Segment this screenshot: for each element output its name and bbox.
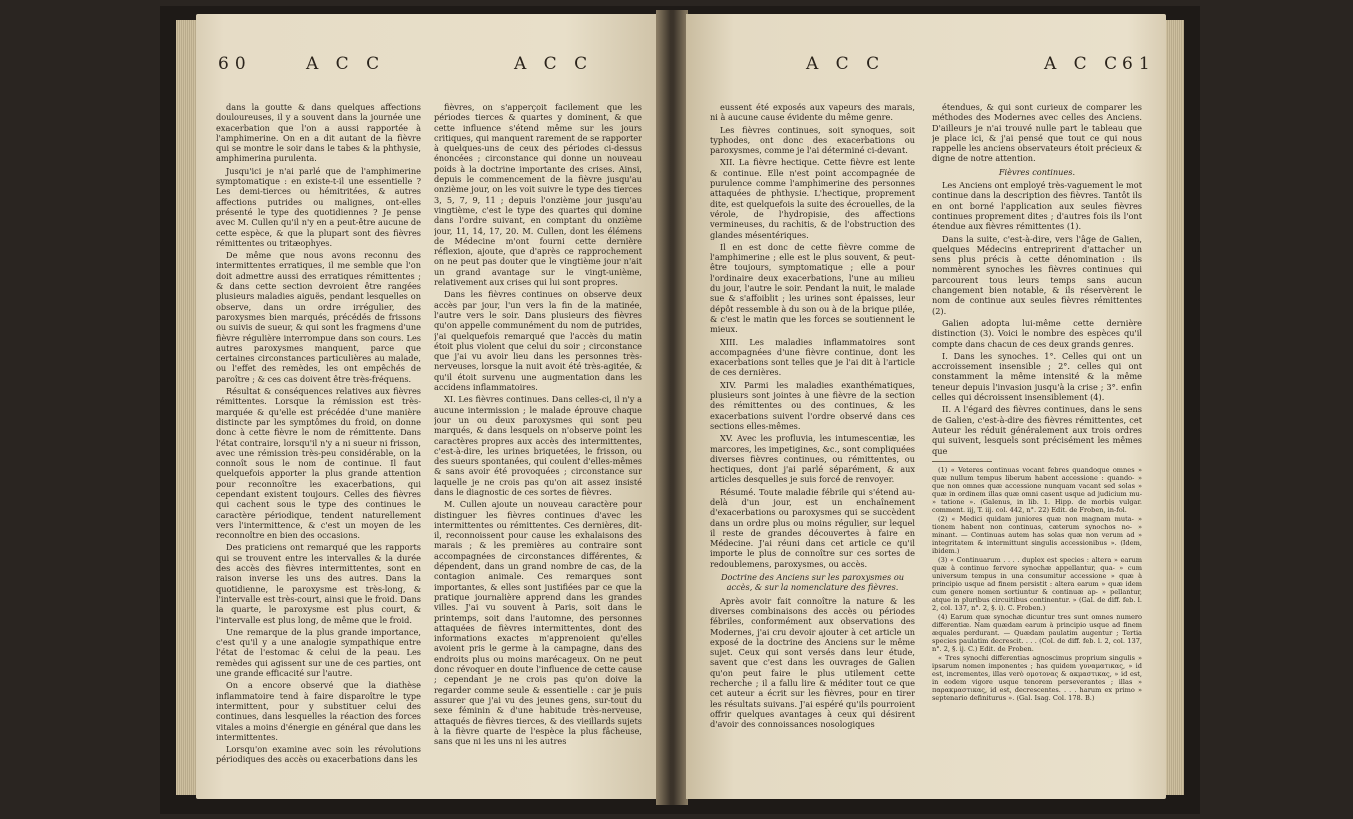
right-col1-paragraph-2: XII. La fièvre hectique. Cette fièvre est lente & continue. Elle n'est point accompagnée de purulence comme l'amphimerine des personnes attaquées de phthysie. L'hectique, proprement dite, est quelquefois la suite des écrouelles, de la vérole, de l'hydropisie, des affections vermineuses, du rachitis, & de l'obstruction des glandes mésentériques.: [710, 157, 915, 240]
right-running-head-2: A C C: [1044, 54, 1124, 74]
right-col2-after-paragraph-2: Galien adopta lui-même cette dernière distinction (3). Voici le nombre des espèces qu'il compte dans chacun de ces deux grands genres.: [932, 317, 1142, 349]
left-col1-paragraph-3: Résultat & conséquences relatives aux fièvres rémittentes. Lorsque la rémission est très-marquée & qu'elle est précédée d'une manière distincte par les symptômes du froid, on donne donc à cette fièvre le nom de rémittente. Dans l'état contraire, lorsqu'il n'y a ni sueur ni frisson, avec une rémission très-peu considérable, on la connoît sous le nom de continue. Il faut quelquefois apporter la plus grande attention pour reconnoître les exacerbations, qui cependant existent toujours. Celles des fièvres qui cachent sous le type des continues le caractère périodique, tendent naturellement vers l'intermittence, & c'est un moyen de les reconnoître en bien des occasions.: [216, 386, 421, 541]
right-col1-after-paragraph-0: Après avoir fait connoître la nature & les diverses combinaisons des accès ou périodes fébriles, conformément aux observations des Modernes, j'ai cru devoir ajouter à cet article un exposé de la doctrine des Anciens sur le même sujet. Ceux qui sont versés dans leur étude, savent que c'est dans les ouvrages de Galien qu'on peut faire le plus utilement cette recherche ; il a fallu lire & méditer tout ce que cet auteur a écrit sur les fièvres, pour en tirer les résultats suivans. J'ai espéré qu'ils pourroient offrir quelques avantages à ceux qui désirent d'avoir des connoissances nosologiques: [710, 595, 915, 730]
left-col1-paragraph-2: De même que nous avons reconnu des intermittentes erratiques, il me semble que l'on doit admettre aussi des erratiques rémittentes ; & dans cette section devroient être rangées plusieurs maladies aiguës, pendant lesquelles on observe, dans un ordre irrégulier, des paroxysmes bien marqués, précédés de frissons ou suivis de sueur, & qui sont les fragmens d'une fièvre régulière interrompue dans son cours. Les autres paroxysmes manquent, parce que certaines circonstances particulières au malade, ou l'effet des remèdes, les ont empêchés de paroître ; & ces cas doivent être très-fréquens.: [216, 250, 421, 384]
right-page-edge: [1164, 20, 1184, 795]
left-page: [196, 14, 658, 799]
right-col1-paragraph-1: Les fièvres continues, soit synoques, soit typhodes, ont donc des exacerbations ou paroxysmes, comme je l'ai déterminé ci-devant.: [710, 124, 915, 156]
right-column-2: [932, 102, 1142, 792]
footnote-0: (1) « Veteres continuas vocant febres quandoque omnes » quæ nullum tempus liberum habent accessione : quando- » que non omnes quæ accessione nunquam vacant sed solas » quæ in ordinem illas quæ omni casent usque ad judicium mu- » tatione ». (Galenus, in lib. 1. Hipp. de morbis vulgar. comment. iij, T. iij. col. 442, n°. 22) Edit. de Froben, in-fol.: [932, 465, 1142, 514]
right-running-head-1: A C C: [806, 54, 886, 74]
right-col1-paragraph-0: eussent été exposés aux vapeurs des marais, ni à aucune cause évidente du même genre.: [710, 102, 915, 123]
left-page-edge: [176, 20, 198, 795]
left-col1-paragraph-4: Des praticiens ont remarqué que les rapports qui se trouvent entre les intervalles & la durée des accès des fièvres intermittentes, sont en raison inverse les uns des autres. Dans la quotidienne, le paroxysme est très-long, & l'intervalle est très-court, ainsi que le froid. Dans la quarte, le paroxysme est plus court, & l'intervalle est plus long, de même que le froid.: [216, 542, 421, 625]
left-col2-paragraph-2: XI. Les fièvres continues. Dans celles-ci, il n'y a aucune intermission ; le malade éprouve chaque jour un ou deux paroxysmes qui sont peu marqués, & dans lesquels on n'observe point les caractères propres aux accès des intermittentes, c'est-à-dire, les urines briquetées, le frisson, ou des sueurs spontanées, qui coulent d'elles-mêmes & sans avoir été provoquées ; circonstance sur laquelle je ne crois pas qu'on ait assez insisté dans le diagnostic de ces sortes de fièvres.: [434, 394, 642, 497]
right-col2-after-paragraph-1: Dans la suite, c'est-à-dire, vers l'âge de Galien, quelques Médecins entreprirent d'attacher un sens plus précis à cette dénomination : ils nommèrent synoches les fièvres continues qui parcourent tous leurs temps sans aucun changement bien notable, & ils réservèrent le nom de continue aux seules fièvres rémittentes (2).: [932, 233, 1142, 316]
left-col1-paragraph-0: dans la goutte & dans quelques affections douloureuses, il y a souvent dans la journée une exacerbation que l'on a aussi rapportée à l'amphimerine. On en a dit autant de la fièvre qui se montre le soir dans le tabes & la phthysie, amphimerina purulenta.: [216, 102, 421, 164]
footnotes: [932, 466, 1142, 702]
left-col1-paragraph-1: Jusqu'ici je n'ai parlé que de l'amphimerine symptomatique : en existe-t-il une essentielle ? Les demi-tierces ou hémitritées, & autres affections putrides ou malignes, ont-elles présenté le type des quotidiennes ? Je pense avec M. Cullen qu'il n'y en a peut-être aucune de cette espèce, & que la plupart sont des fièvres rémittentes ou tritæophyes.: [216, 165, 421, 248]
right-page-number: 61: [1122, 54, 1156, 74]
footnote-1: (2) « Medici quidam juniores quæ non magnam muta- » tionem habent non continuas, cæterum synochos no- » minant. — Continuas autem has solas quæ non verum ad » integritatem & intermittunt singulis accessionibus ». (Idem, ibidem.): [932, 514, 1142, 555]
footnote-rule: [932, 461, 992, 462]
right-page: [686, 14, 1166, 799]
right-col2-after-paragraph-3: I. Dans les synoches. 1°. Celles qui ont un accroissement insensible ; 2°. celles qui ont constamment la même intensité & la même teneur depuis l'invasion jusqu'à la crise ; 3°. enfin celles qui décroissent insensiblement (4).: [932, 350, 1142, 403]
right-col1-paragraph-7: Résumé. Toute maladie fébrile qui s'étend au-delà d'un jour, est un enchaînement d'exacerbations ou paroxysmes qui se succèdent dans un ordre plus ou moins régulier, sur lequel il reste de grandes découvertes à faire en Médecine. J'ai réuni dans cet article ce qu'il importe le plus de connoître sur ces sortes de redoublemens, paroxysmes, ou accès.: [710, 486, 915, 569]
right-col1-paragraph-5: XIV. Parmi les maladies exanthématiques, plusieurs sont jointes à une fièvre de la section des rémittentes ou des continues, & les exacerbations suivent l'ordre observé dans ces sections elles-mêmes.: [710, 379, 915, 431]
left-running-head-2: A C C: [514, 54, 594, 74]
left-page-number: 60: [218, 54, 252, 74]
right-col2-paragraph-0: étendues, & qui sont curieux de comparer les méthodes des Modernes avec celles des Anciens. D'ailleurs je n'ai trouvé nulle part le tableau que je place ici, & j'ai pensé que tout ce qui nous rappelle les anciens observateurs étoit précieux & digne de notre attention.: [932, 102, 1142, 164]
section-subhead: Doctrine des Anciens sur les paroxysmes ou accès, & sur la nomenclature des fièvres.: [720, 572, 905, 593]
left-col2-paragraph-0: fièvres, on s'apperçoit facilement que les périodes tierces & quartes y dominent, & que cette influence s'étend même sur les jours critiques, qui manquent rarement de se rapporter à quelques-uns de ceux des périodes ci-dessus énoncées ; circonstance qui donne un nouveau poids à la doctrine importante des crises. Ainsi, depuis le commencement de la fièvre jusqu'au onzième jour, on les voit suivre le type des tierces 3, 5, 7, 9, 11 ; depuis l'onzième jour jusqu'au vingtième, c'est le type des quartes qui domine dans l'ordre suivant, en comptant du onzième jour, 11, 14, 17, 20. M. Cullen, dont les élémens de Médecine m'ont fourni cette dernière réflexion, ajoute, que d'après ce rapprochement on ne peut pas douter que le vingtième jour n'ait un grand avantage sur le vingt-unième, relativement aux crises qui lui sont propres.: [434, 102, 642, 288]
book-gutter: [656, 10, 688, 805]
left-col1-paragraph-5: Une remarque de la plus grande importance, c'est qu'il y a une analogie sympathique entre l'état de l'estomac & celui de la peau. Les remèdes qui agissent sur une de ces parties, ont une grande efficacité sur l'autre.: [216, 626, 421, 679]
section-subhead-continues: Fièvres continues.: [998, 166, 1076, 177]
right-col1-paragraph-3: Il en est donc de cette fièvre comme de l'amphimerine ; elle est le plus souvent, & peut-être toujours, symptomatique ; elle a pour l'ordinaire deux exacerbations, l'une au milieu du jour, l'autre le soir. Pendant la nuit, le malade sue & s'affoiblit ; les urines sont épaisses, leur dépôt ressemble à du son ou à de la brique pilée, & c'est le matin que les forces se soutiennent le mieux.: [710, 241, 915, 335]
right-col2-after-paragraph-4: II. A l'égard des fièvres continues, dans le sens de Galien, c'est-à-dire des fièvres rémittentes, cet Auteur les réduit généralement aux trois ordres qui suivent, lesquels sont précisément les mêmes que: [932, 404, 1142, 456]
left-column-2: [434, 102, 642, 792]
left-column-1: [216, 102, 421, 792]
right-col1-paragraph-6: XV. Avec les profluvia, les intumescentiæ, les marcores, les impetigines, &c., sont compliquées diverses fièvres continues, ou rémittentes, ou hectiques, dont j'ai parlé séparément, & aux articles desquelles je suis forcé de renvoyer.: [710, 433, 915, 485]
left-col1-paragraph-7: Lorsqu'on examine avec soin les révolutions périodiques des accès ou exacerbations dans les: [216, 744, 421, 765]
left-col2-paragraph-1: Dans les fièvres continues on observe deux accès par jour, l'un vers la fin de la matinée, l'autre vers le soir. Dans plusieurs des fièvres qu'on appelle communément du nom de putrides, j'ai quelquefois remarqué que l'accès du matin étoit plus violent que celui du soir ; circonstance que j'ai vu avoir lieu dans les personnes très-nerveuses, lorsque la nuit avoit été très-agitée, & qu'il étoit survenu une augmentation dans les accidens inflammatoires.: [434, 289, 642, 393]
footnote-4: « Tres synochi differentias agnoscimus proprium singulis » ipsarum nomen imponentes ; has quidem γυναματικας, » id est, incrementes, illas verò ομοτονας & ακμαστικας, » id est, in eodem vigore usque tenorem perseverantes ; illas » παρακμαστικας, id est, decrescentes. . . . harum ex primo » septenario definiturus ». (Gal. Isag. Col. 178. B.): [932, 653, 1142, 702]
left-col2-paragraph-3: M. Cullen ajoute un nouveau caractère pour distinguer les fièvres continues d'avec les intermittentes ou rémittentes. Ces dernières, dit-il, reconnoissent pour cause les exhalaisons des marais ; & les premières au contraire sont accompagnées de circonstances différentes, & dépendent, dans un grand nombre de cas, de la contagion animale. Ces remarques sont importantes, & elles sont justifiées par ce que la pratique journalière apprend dans les grandes villes. J'ai vu souvent à Paris, soit dans le printemps, soit dans l'automne, des personnes attaquées de fièvres intermittentes, dont des informations exactes m'apprenoient qu'elles avoient pris le germe à la campagne, dans des endroits plus ou moins marécageux. On ne peut donc révoquer en doute l'influence de cette cause ; cependant je ne crois pas qu'on doive la regarder comme seule & essentielle : car je puis assurer que j'ai vu des jeunes gens, sur-tout du sexe féminin & d'une habitude très-nerveuse, attaqués de fièvres tierces, & des vieillards sujets à la fièvre quarte de l'espèce la plus fâcheuse, sans que ni les uns ni les autres: [434, 499, 642, 747]
left-running-head-1: A C C: [306, 54, 386, 74]
right-col1-paragraph-4: XIII. Les maladies inflammatoires sont accompagnées d'une fièvre continue, dont les exacerbations sont telles que je l'ai dit à l'article de ces dernières.: [710, 336, 915, 378]
left-col1-paragraph-6: On a encore observé que la diathèse inflammatoire tend à faire disparoître le type intermittent, pour y substituer celui des continues, dans lesquelles la réaction des forces vitales a moins d'énergie en général que dans les intermittentes.: [216, 680, 421, 742]
footnote-2: (3) « Continuarum . . . . duplex est species : altera » earum quæ à continuo fervore synochæ appellantur, qua- » cum universum tempus in una consumitur accessione » quæ à principio usque ad finem persistit : altera earum » quæ idem cum genere nomen sortiuntur & continuæ ap- » pellantur, atque in pluribus circuitibus continentur. » (Gal. de diff. feb. l. 2, col. 137, n°. 2, §. i). C. Froben.): [932, 555, 1142, 612]
right-col2-after-paragraph-0: Les Anciens ont employé très-vaguement le mot continue dans la description des fièvres. Tantôt ils en ont borné l'application aux seules fièvres continues proprement dites ; d'autres fois ils l'ont étendue aux fièvres rémittentes (1).: [932, 180, 1142, 232]
footnote-3: (4) Earum quæ synochæ dicuntur tres sunt omnes numero differentiæ. Nam quædam earum à principio usque ad finem æquales perdurant. — Quædam paulatim augentur ; Tertia species paulatim decrescit. . . . (Col. de diff. feb. l. 2, col. 137, n°. 2, §. ij. C.) Edit. de Froben.: [932, 612, 1142, 653]
right-column-1: [710, 102, 915, 792]
